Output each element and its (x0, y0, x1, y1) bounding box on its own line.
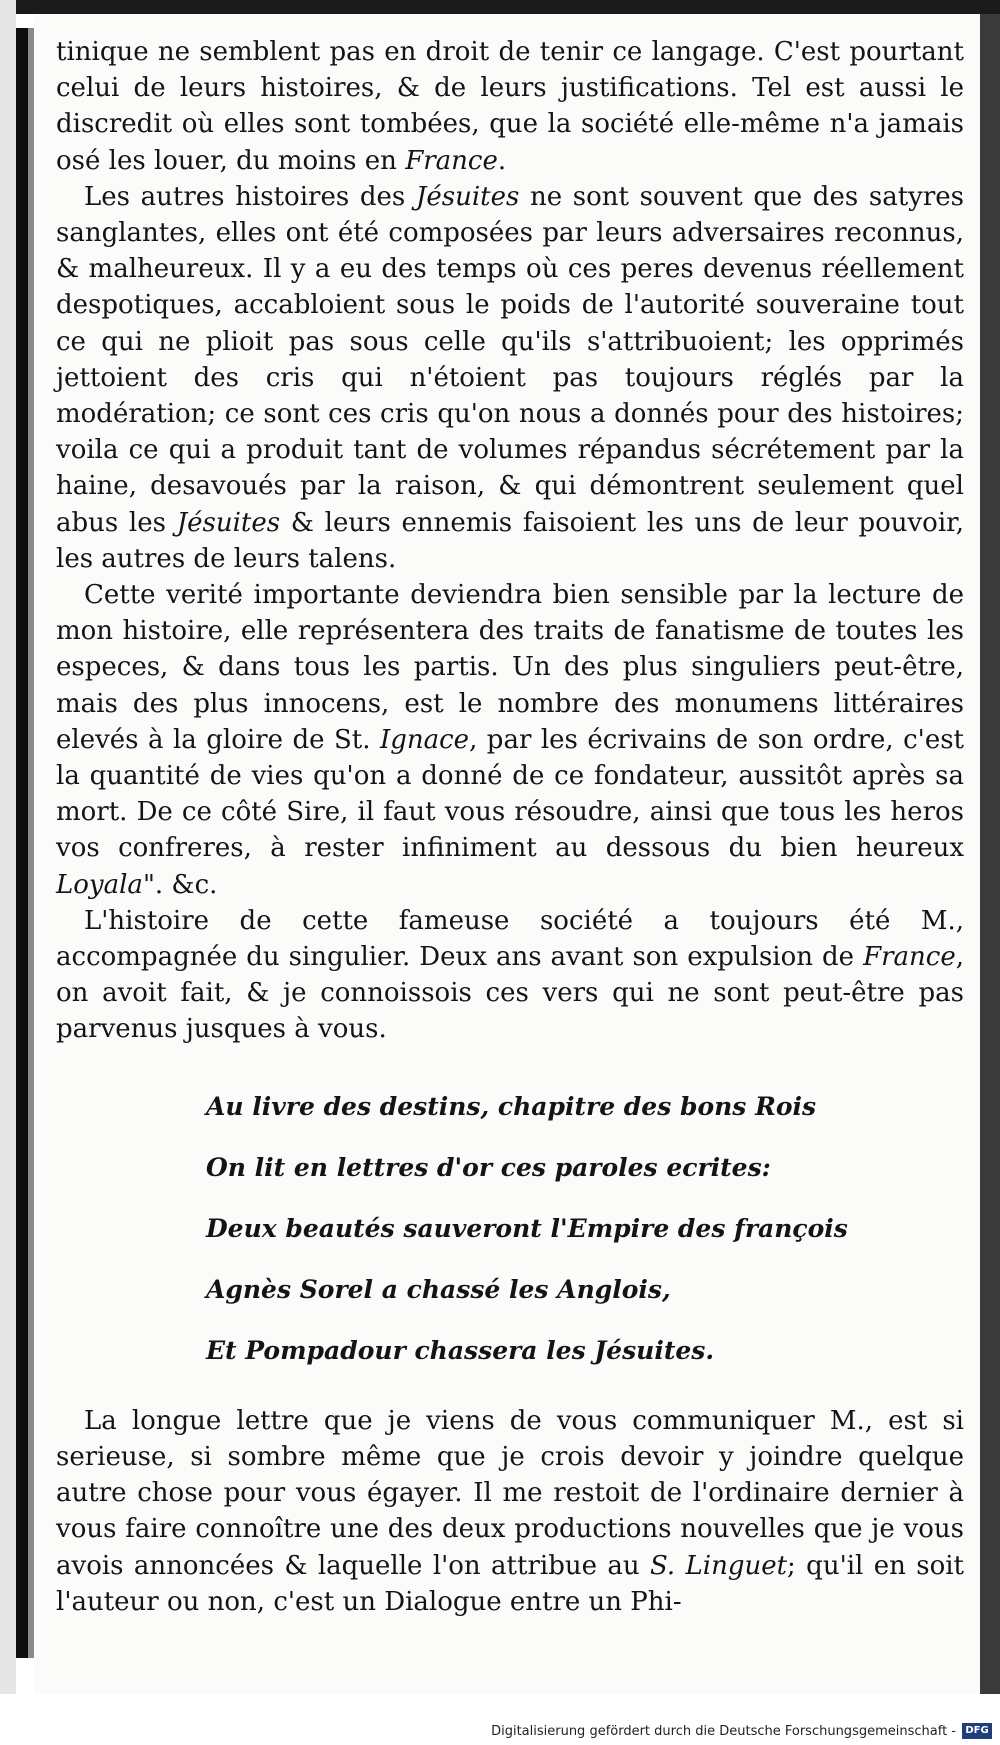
verse-block (56, 1076, 964, 1381)
digitization-footer (0, 1694, 1000, 1745)
book-spine (16, 28, 28, 1658)
dfg-logo: DFG (962, 1723, 992, 1739)
funding-credit: Digitalisierung gefördert durch die Deutsche Forschungsgemeinschaft - (491, 1724, 956, 1739)
verse-line: Deux beautés sauveront l'Empire des françois (206, 1213, 848, 1243)
verse-line: Agnès Sorel a chassé les Anglois, (206, 1274, 671, 1304)
paragraph-2: Les autres histoires des Jésuites ne sont souvent que des satyres sanglantes, elles ont été composées par leurs adversaires reconnus, & malheureux. Il y a eu des temps où ces peres devenus réellement despotiques, accabloient sous le poids de l'autorité souveraine tout ce qui ne plioit pas sous celle qu'ils s'attribuoient; les opprimés jettoient des cris qui n'étoient pas toujours réglés par la modération; ce sont ces cris qu'on nous a donnés pour des histoires; voila ce qui a produit tant de volumes répandus sécrétement par la haine, desavoués par la raison, & qui démontrent seulement quel abus les Jésuites & leurs ennemis faisoient les uns de leur pouvoir, les autres de leurs talens. (56, 181, 964, 574)
paragraph-3: Cette verité importante deviendra bien sensible par la lecture de mon histoire, elle représentera des traits de fanatisme de toutes les especes, & dans tous les partis. Un des plus singuliers peut-être, mais des plus innocens, est le nombre des monumens littéraires elevés à la gloire de St. Ignace, par les écrivains de son ordre, c'est la quantité de vies qu'on a donné de ce fondateur, aussitôt après sa mort. De ce côté Sire, il faut vous résoudre, ainsi que tous les heros vos confreres, à rester infiniment au dessous du bien heureux Loyala". &c. (56, 580, 964, 900)
paragraph-5: La longue lettre que je viens de vous communiquer M., est si serieuse, si sombre même que je crois devoir y joindre quelque autre chose pour vous égayer. Il me restoit de l'ordinaire dernier à vous faire connoître une des deux productions nouvelles que je vous avois annoncées & laquelle l'on attribue au S. Linguet; qu'il en soit l'auteur ou non, c'est un Dialogue entre un Phi- (56, 1405, 964, 1617)
verse-line: On lit en lettres d'or ces paroles ecrites: (206, 1152, 771, 1182)
book-page (34, 14, 980, 1694)
scan-right-edge (980, 14, 1000, 1694)
verse-line: Au livre des destins, chapitre des bons Rois (206, 1091, 817, 1121)
page-text (56, 34, 964, 1620)
paragraph-4: L'histoire de cette fameuse société a toujours été M., accompagnée du singulier. Deux ans avant son expulsion de France, on avoit fait, & je connoissois ces vers qui ne sont peut-être pas parvenus jusques à vous. (56, 905, 964, 1045)
verse-line: Et Pompadour chassera les Jésuites. (206, 1335, 715, 1365)
scan-left-margin (0, 0, 16, 1745)
paragraph-1: tinique ne semblent pas en droit de tenir ce langage. C'est pourtant celui de leurs histoires, & de leurs justifications. Tel est aussi le discredit où elles sont tombées, que la société elle-même n'a jamais osé les louer, du moins en France. (56, 37, 964, 176)
scan-top-edge (0, 0, 1000, 14)
